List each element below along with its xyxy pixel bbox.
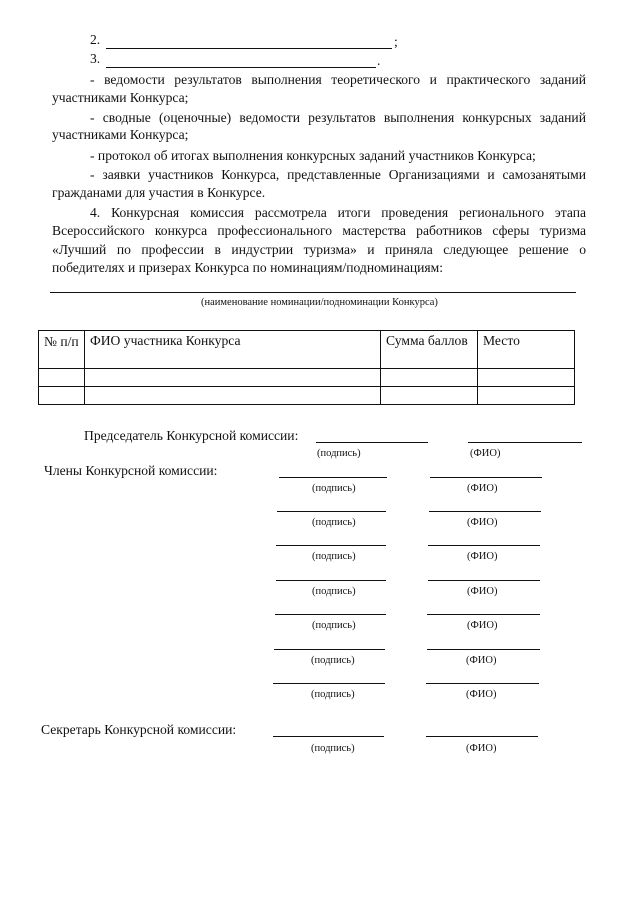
name-line (468, 442, 582, 443)
name-caption: (ФИО) (466, 655, 497, 666)
name-caption: (ФИО) (467, 517, 498, 528)
signature-line (276, 545, 386, 546)
bullet-1-line2: участниками Конкурса; (52, 90, 189, 105)
name-line (429, 511, 541, 512)
sign-caption: (подпись) (312, 620, 356, 631)
results-table (38, 330, 575, 405)
list-item-end: ; (394, 34, 398, 49)
name-line (428, 545, 540, 546)
paragraph-4-line2: Всероссийского конкурса профессионального мастерства работников сферы туризма (52, 223, 586, 238)
name-caption: (ФИО) (467, 483, 498, 494)
name-caption: (ФИО) (466, 743, 497, 754)
table-cell[interactable] (85, 369, 381, 387)
paragraph-4-line4: победителях и призерах Конкурса по номинациям/подноминациям: (52, 260, 444, 275)
sign-caption: (подпись) (317, 448, 361, 459)
table-cell[interactable] (39, 387, 85, 405)
bullet-3-line1: - протокол об итогах выполнения конкурсных заданий участников Конкурса; (90, 148, 536, 163)
sign-caption: (подпись) (312, 551, 356, 562)
table-row (39, 369, 575, 387)
name-line (430, 477, 542, 478)
signature-line (273, 736, 384, 737)
nomination-caption: (наименование номинации/подноминации Конкурса) (201, 297, 438, 308)
bullet-4-line1: - заявки участников Конкурса, представленные Организациями и самозанятыми (90, 167, 586, 182)
bullet-1-line1: - ведомости результатов выполнения теоретического и практического заданий (90, 72, 586, 87)
members-label: Члены Конкурсной комиссии: (44, 463, 218, 478)
table-cell[interactable] (478, 369, 575, 387)
table-cell[interactable] (381, 387, 478, 405)
list-item-number: 3. (90, 51, 101, 66)
header-score: Сумма баллов (381, 331, 478, 369)
header-number: № п/п (39, 331, 85, 369)
sign-caption: (подпись) (311, 743, 355, 754)
table-header-row (39, 331, 575, 369)
chairman-label: Председатель Конкурсной комиссии: (84, 428, 299, 443)
name-caption: (ФИО) (467, 586, 498, 597)
sign-caption: (подпись) (311, 689, 355, 700)
header-place: Место (478, 331, 575, 369)
sign-caption: (подпись) (311, 655, 355, 666)
paragraph-4-line1: 4. Конкурсная комиссия рассмотрела итоги проведения регионального этапа (90, 205, 586, 220)
signature-line (316, 442, 428, 443)
name-line (426, 683, 539, 684)
paragraph-4-line3: «Лучший по профессии в индустрии туризма» и приняла следующее решение о (52, 242, 586, 257)
signature-line (279, 477, 387, 478)
signature-line (276, 580, 386, 581)
bullet-2-line2: участниками Конкурса; (52, 127, 189, 142)
fill-line (106, 67, 376, 68)
secretary-label: Секретарь Конкурсной комиссии: (41, 722, 237, 737)
name-line (426, 736, 538, 737)
list-item-3 (90, 51, 100, 67)
bullet-2-line1: - сводные (оценочные) ведомости результатов выполнения конкурсных заданий (90, 110, 586, 125)
list-item-2 (90, 32, 100, 48)
list-item-number: 2. (90, 32, 101, 47)
name-caption: (ФИО) (470, 448, 501, 459)
sign-caption: (подпись) (312, 483, 356, 494)
signature-line (274, 649, 385, 650)
table-cell[interactable] (85, 387, 381, 405)
table-cell[interactable] (381, 369, 478, 387)
name-caption: (ФИО) (466, 689, 497, 700)
sign-caption: (подпись) (312, 586, 356, 597)
table-row (39, 387, 575, 405)
sign-caption: (подпись) (312, 517, 356, 528)
header-name: ФИО участника Конкурса (85, 331, 381, 369)
name-line (427, 614, 540, 615)
name-caption: (ФИО) (467, 620, 498, 631)
table-cell[interactable] (478, 387, 575, 405)
signature-line (273, 683, 385, 684)
name-line (428, 580, 540, 581)
signature-line (275, 614, 386, 615)
nomination-line (50, 292, 576, 293)
bullet-4-line2: гражданами для участия в Конкурсе. (52, 185, 266, 200)
fill-line (106, 48, 392, 49)
signature-line (277, 511, 386, 512)
list-item-end: . (377, 53, 381, 68)
table-cell[interactable] (39, 369, 85, 387)
name-caption: (ФИО) (467, 551, 498, 562)
name-line (427, 649, 540, 650)
